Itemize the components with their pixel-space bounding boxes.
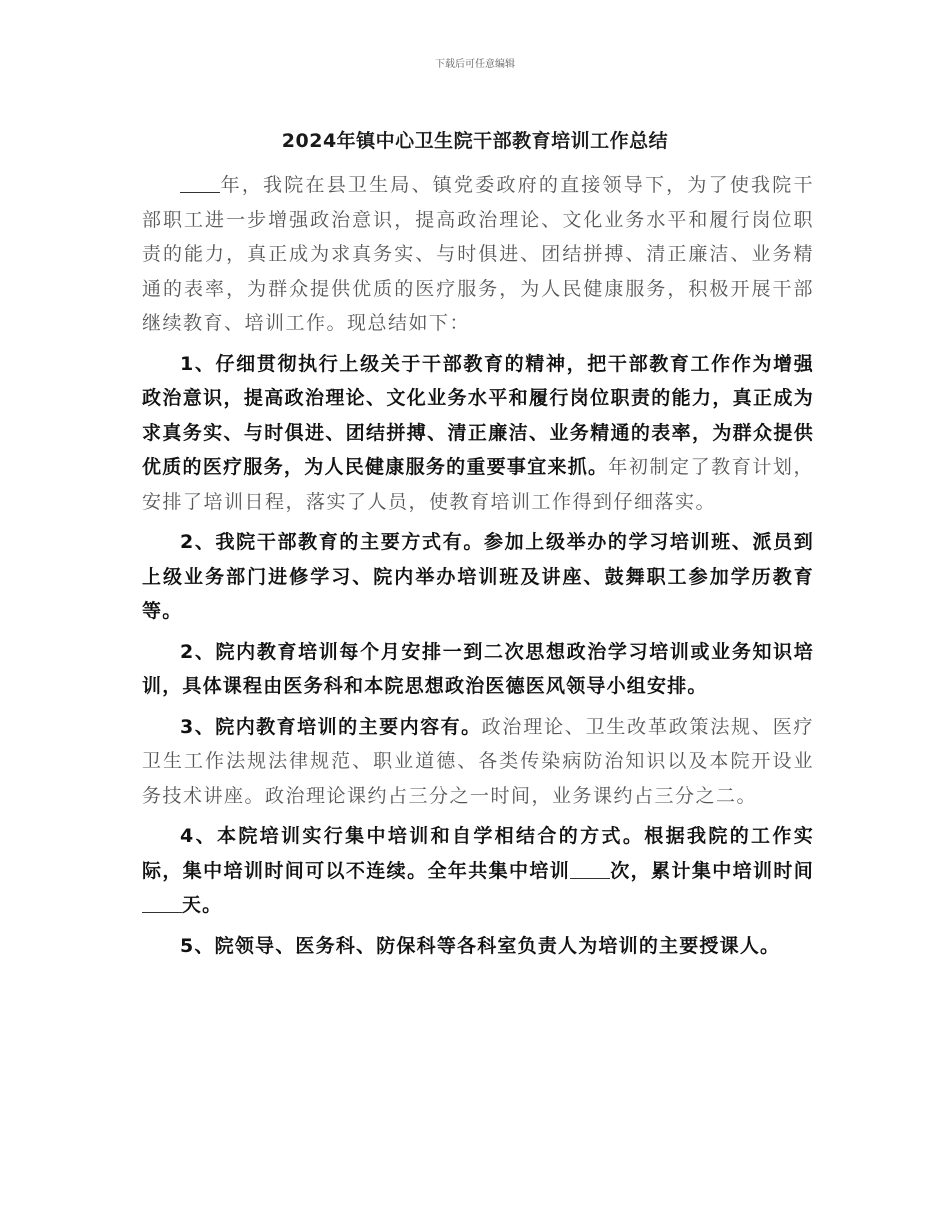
- blank-count: [570, 859, 610, 879]
- paragraph-1: [142, 347, 814, 520]
- blank-year: [180, 173, 220, 193]
- blank-days: [142, 893, 182, 913]
- paragraph-5-part2: 次，累计集中培训时间: [610, 859, 814, 882]
- paragraph-5-part3: 天。: [181, 894, 223, 916]
- paragraph-3-bold: 2、院内教育培训每个月安排一到二次思想政治学习培训或业务知识培训，具体课程由医务科和本院思想政治医德医风领导小组安排。: [142, 640, 814, 697]
- paragraph-5: [142, 819, 814, 923]
- intro-paragraph: [142, 168, 814, 341]
- paragraph-4: [142, 710, 814, 814]
- paragraph-3: [142, 635, 814, 704]
- paragraph-4-normal: 政治理论、卫生改革政策法规、医疗卫生工作法规法律规范、职业道德、各类传染病防治知识以及本院开设业务技术讲座。政治理论课约占三分之一时间，业务课约占三分之二。: [142, 715, 814, 807]
- paragraph-6: [142, 929, 814, 964]
- paragraph-6-bold: 5、院领导、医务科、防保科等各科室负责人为培训的主要授课人。: [180, 934, 781, 957]
- paragraph-5-part1: 4、本院培训实行集中培训和自学相结合的方式。根据我院的工作实际，集中培训时间可以不连续。全年共集中培训: [142, 825, 814, 882]
- document-title: 2024年镇中心卫生院干部教育培训工作总结: [281, 130, 669, 152]
- paragraph-4-bold: 3、院内教育培训的主要内容有。: [180, 715, 482, 738]
- header-note: 下载后可任意编辑: [435, 59, 515, 70]
- paragraph-2-bold: 2、我院干部教育的主要方式有。参加上级举办的学习培训班、派员到上级业务部门进修学习、院内举办培训班及讲座、鼓舞职工参加学历教育等。: [142, 531, 814, 622]
- paragraph-1-normal: 年初制定了教育计划，安排了培训日程，落实了人员，使教育培训工作得到仔细落实。: [142, 456, 814, 513]
- intro-text: 年，我院在县卫生局、镇党委政府的直接领导下，为了使我院干部职工进一步增强政治意识，提高政治理论、文化业务水平和履行岗位职责的能力，真正成为求真务实、与时俱进、团结拼搏、清正廉洁、业务精通的表率，为群众提供优质的医疗服务，为人民健康服务，积极开展干部继续教育、培训工作。现总结如下：: [142, 174, 814, 334]
- paragraph-1-bold: 1、仔细贯彻执行上级关于干部教育的精神，把干部教育工作作为增强政治意识，提高政治理论、文化业务水平和履行岗位职责的能力，真正成为求真务实、与时俱进、团结拼搏、清正廉洁、业务精通的表率，为群众提供优质的医疗服务，为人民健康服务的重要事宜来抓。: [142, 352, 814, 478]
- paragraph-2: [142, 525, 814, 629]
- document-body: [142, 168, 814, 969]
